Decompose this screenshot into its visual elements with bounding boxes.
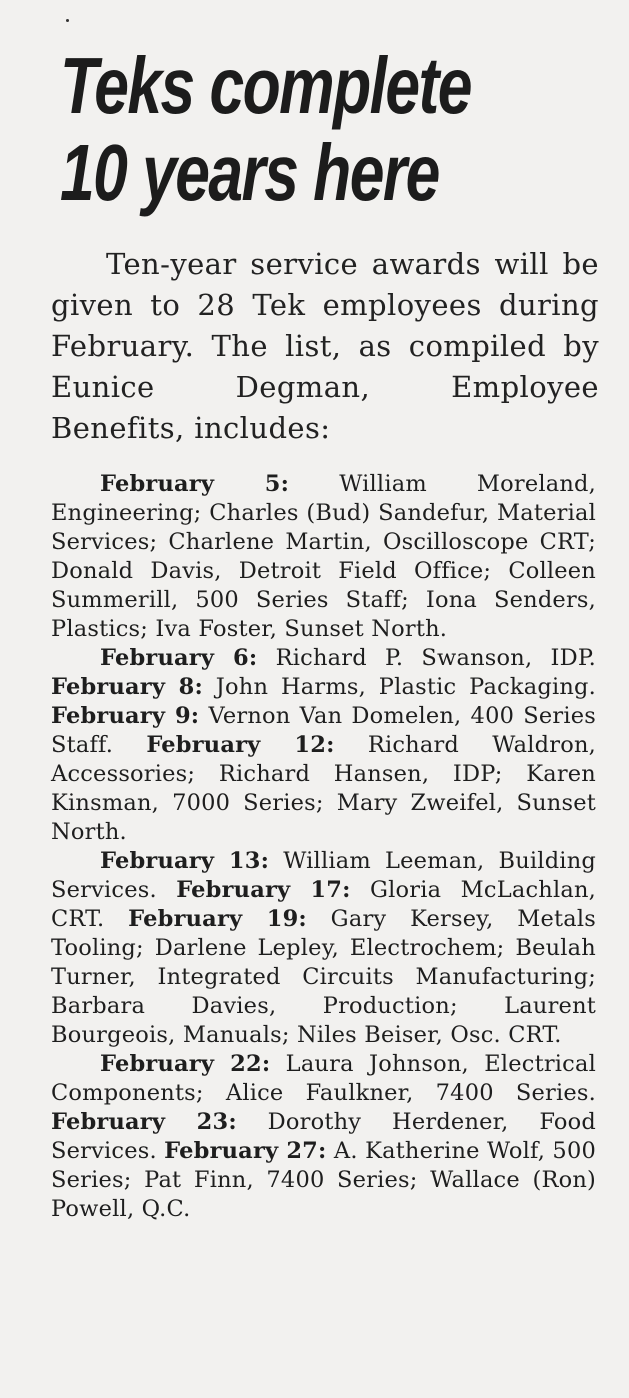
award-paragraph-2: [51, 644, 596, 847]
ink-speck: [66, 19, 69, 22]
headline-line-1: Teks complete: [60, 41, 471, 130]
award-date: February 27:: [164, 1138, 327, 1164]
award-recipients: Vernon Van Domelen, 400 Series Staff.: [51, 703, 596, 758]
award-date: February 22:: [100, 1051, 271, 1077]
award-paragraph-4: [51, 1050, 596, 1224]
award-date: February 6:: [100, 645, 258, 671]
award-date: February 17:: [176, 877, 351, 903]
award-date: February 12:: [146, 732, 335, 758]
award-paragraph-3: [51, 847, 596, 1050]
award-list: [51, 470, 596, 1224]
intro-paragraph: Ten-year service awards will be given to 28 Tek employees during February. The list, as compiled by Eunice Degman, Employee Benefits, includes:: [51, 247, 599, 445]
award-recipients: Gloria McLachlan, CRT.: [51, 877, 596, 932]
award-recipients: Richard P. Swanson, IDP.: [257, 645, 596, 671]
award-recipients: A. Katherine Wolf, 500 Series; Pat Finn, 7400 Series; Wallace (Ron) Powell, Q.C.: [51, 1138, 596, 1222]
award-date: February 23:: [51, 1109, 237, 1135]
award-recipients: Gary Kersey, Metals Tooling; Darlene Lepley, Electrochem; Beulah Turner, Integrated Circuits Manufacturing; Barbara Davies, Production; Laurent Bourgeois, Manuals; Niles Beiser, Osc. CRT.: [51, 906, 596, 1048]
award-date: February 8:: [51, 674, 203, 700]
award-recipients: Laura Johnson, Electrical Components; Alice Faulkner, 7400 Series.: [51, 1051, 596, 1106]
award-paragraph-1: [51, 470, 596, 644]
award-recipients: William Moreland, Engineering; Charles (Bud) Sandefur, Material Services; Charlene Martin, Oscilloscope CRT; Donald Davis, Detroit Field Office; Colleen Summerill, 500 Series Staff; Iona Senders, Plastics; Iva Foster, Sunset North.: [51, 471, 597, 642]
award-recipients: William Leeman, Building Services.: [51, 848, 596, 903]
award-recipients: John Harms, Plastic Packaging.: [202, 674, 597, 700]
award-date: February 13:: [100, 848, 270, 874]
award-date: February 9:: [51, 703, 200, 729]
award-recipients: Richard Waldron, Accessories; Richard Hansen, IDP; Karen Kinsman, 7000 Series; Mary Zweifel, Sunset North.: [51, 732, 596, 845]
award-date: February 5:: [100, 471, 290, 497]
headline: [60, 42, 497, 216]
award-date: February 19:: [128, 906, 307, 932]
headline-line-2: 10 years here: [60, 128, 439, 217]
award-recipients: Dorothy Herdener, Food Services.: [51, 1109, 596, 1164]
